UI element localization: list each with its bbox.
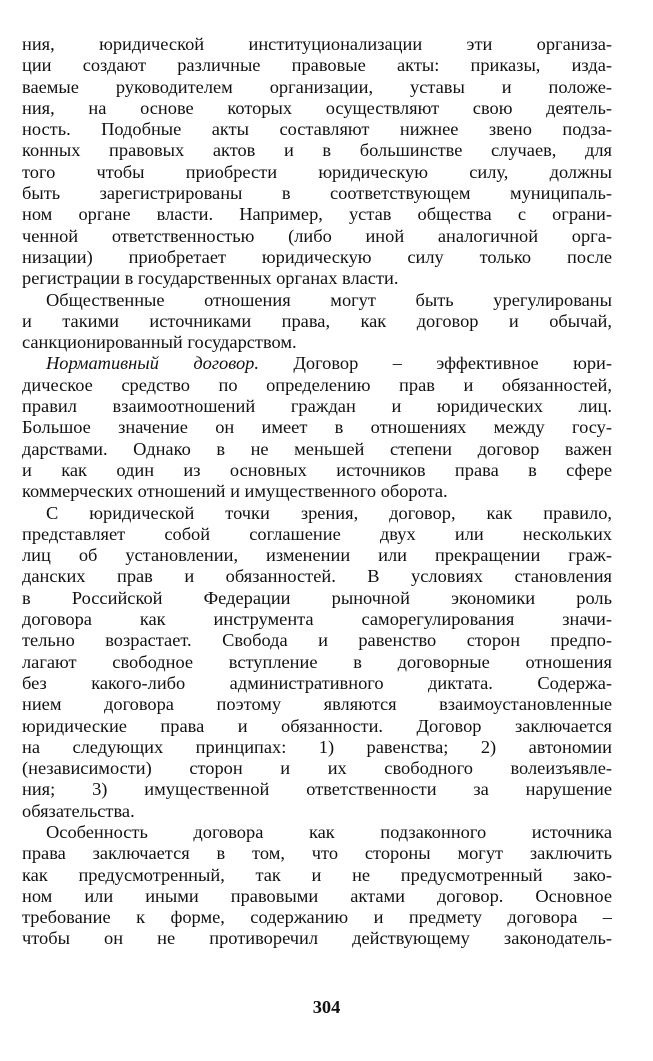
text-line: договора как инструмента саморегулирования значи- <box>22 609 612 630</box>
text-line: как предусмотренный, так и не предусмотренный зако- <box>22 864 612 885</box>
text-line: ния, на основе которых осуществляют свою деятель- <box>22 97 612 118</box>
page-body <box>22 34 612 950</box>
text-line: представляет собой соглашение двух или нескольких <box>22 523 612 544</box>
text-line: Особенность договора как подзаконного источника <box>46 821 612 842</box>
paragraph-2 <box>22 290 612 354</box>
paragraph-1 <box>22 34 612 290</box>
text-line: Большое значение он имеет в отношениях между госу- <box>22 417 612 438</box>
text-line: ном или иными правовыми актами договор. Основное <box>22 885 612 906</box>
text-line: тельно возрастает. Свобода и равенство сторон предпо- <box>22 630 612 651</box>
text-line: регистрации в государственных органах власти. <box>22 268 399 289</box>
text-line: С юридической точки зрения, договор, как правило, <box>46 502 612 523</box>
text-line: лагают свободное вступление в договорные отношения <box>22 651 612 672</box>
text-line: чтобы он не противоречил действующему законодатель- <box>22 928 612 949</box>
text-line: (независимости) сторон и их свободного волеизъявле- <box>22 758 612 779</box>
text-line: нием договора поэтому являются взаимоустановленные <box>22 694 612 715</box>
text-line: и как один из основных источников права в сфере <box>22 459 612 480</box>
text-line: юридические права и обязанности. Договор заключается <box>22 715 612 736</box>
text-line: и такими источниками права, как договор и обычай, <box>22 310 612 331</box>
paragraph-4 <box>22 503 612 822</box>
text-line: быть зарегистрированы в соответствующем муниципаль- <box>22 183 612 204</box>
text-line: дарствами. Однако в не меньшей степени договор важен <box>22 438 612 459</box>
page-number: 304 <box>312 997 341 1017</box>
text-line: Общественные отношения могут быть урегулированы <box>46 289 612 310</box>
text-line: ции создают различные правовые акты: приказы, изда- <box>22 55 612 76</box>
text-line: ченной ответственностью (либо иной аналогичной орга- <box>22 225 612 246</box>
text-line: в Российской Федерации рыночной экономики роль <box>22 587 612 608</box>
text-line: обязательства. <box>22 800 135 821</box>
paragraph-5 <box>22 822 612 950</box>
section-heading-italic: Нормативный договор. <box>46 353 259 374</box>
text-line: ном органе власти. Например, устав общества с ограни- <box>22 204 612 225</box>
text-line: лиц об установлении, изменении или прекращении граж- <box>22 545 612 566</box>
text-line: низации) приобретает юридическую силу только после <box>22 246 612 267</box>
text-line: ния; 3) имущественной ответственности за нарушение <box>22 779 612 800</box>
text-line: коммерческих отношений и имущественного оборота. <box>22 481 448 502</box>
text-line: санкционированный государством. <box>22 332 297 353</box>
text-line: ность. Подобные акты составляют нижнее звено подза- <box>22 119 612 140</box>
text-line <box>22 353 612 374</box>
text-line: ваемые руководителем организации, уставы и положе- <box>22 76 612 97</box>
text-line-rest: Договор – эффективное юри- <box>258 353 612 374</box>
text-line: на следующих принципах: 1) равенства; 2) автономии <box>22 736 612 757</box>
text-line: без какого-либо административного диктата. Содержа- <box>22 672 612 693</box>
paragraph-3 <box>22 353 612 502</box>
text-line: требование к форме, содержанию и предмету договора – <box>22 907 612 928</box>
text-line: дическое средство по определению прав и обязанностей, <box>22 374 612 395</box>
text-line: ния, юридической институционализации эти организа- <box>22 34 612 54</box>
text-line: правил взаимоотношений граждан и юридических лиц. <box>22 396 612 417</box>
text-line: того чтобы приобрести юридическую силу, должны <box>22 161 612 182</box>
text-line: данских прав и обязанностей. В условиях становления <box>22 566 612 587</box>
text-line: конных правовых актов и в большинстве случаев, для <box>22 140 612 161</box>
text-line: права заключается в том, что стороны могут заключить <box>22 843 612 864</box>
